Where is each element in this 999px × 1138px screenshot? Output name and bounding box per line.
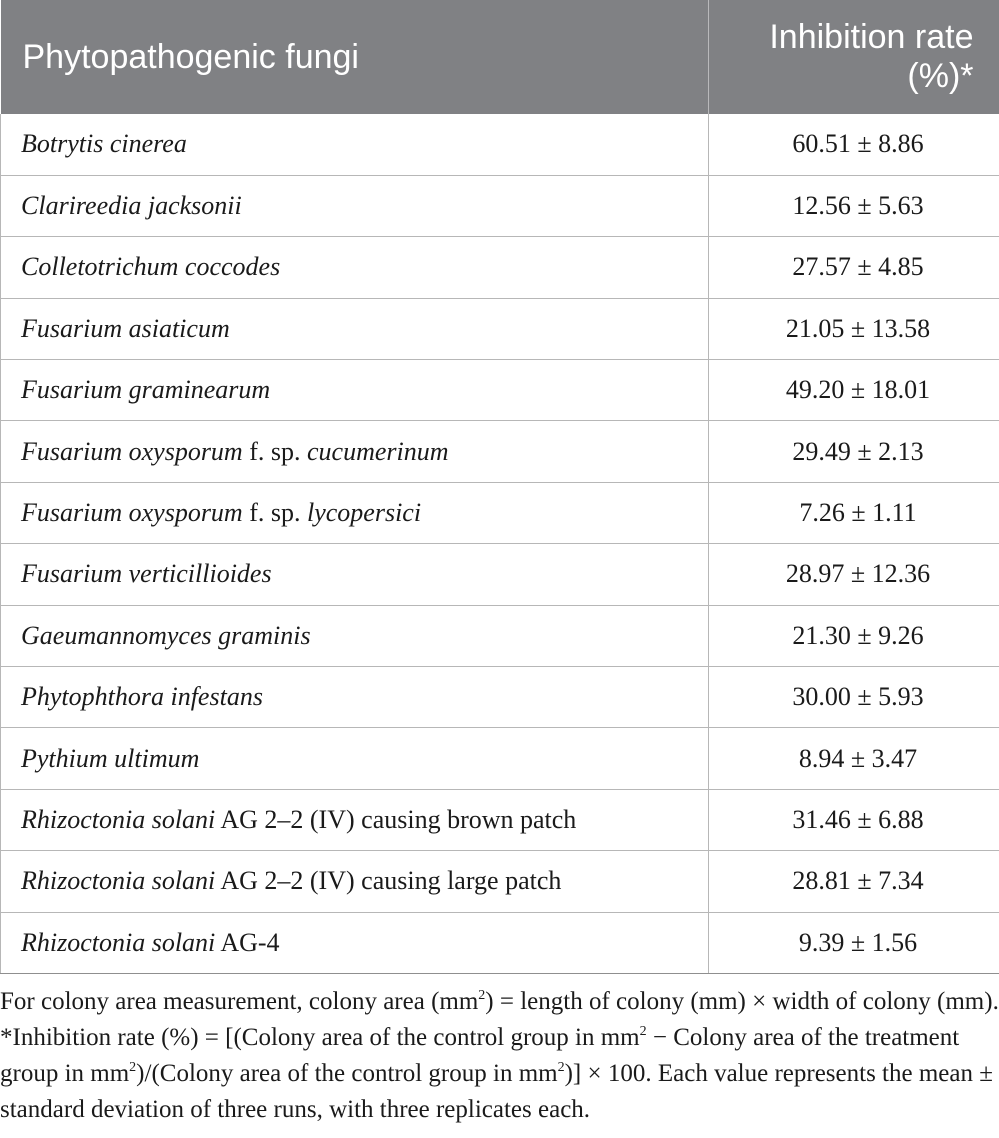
table-row <box>1 728 999 789</box>
table-row <box>1 667 999 728</box>
fungus-name-cell: Clarireedia jacksonii <box>1 175 709 236</box>
inhibition-rate-cell: 29.49 ± 2.13 <box>709 421 999 482</box>
inhibition-rate-cell: 21.05 ± 13.58 <box>709 298 999 359</box>
fungus-name-cell: Rhizoctonia solani AG-4 <box>1 912 709 973</box>
fungus-name-cell: Fusarium oxysporum f. sp. lycopersici <box>1 482 709 543</box>
table-row <box>1 912 999 973</box>
table-footnote: For colony area measurement, colony area $(mm^2)$ = length of colony (mm) × width of colony (mm). *Inhibition rate (%) = [(Colony area of the control group in $mm^2$ − Colony area of the treatment group in $mm^2)/(Colony$ area of the control group in $mm^2)] \times 100$. Each value represents the mean ± standard deviation of three runs, with three replicates each. <box>0 988 999 1123</box>
inhibition-rate-cell: 31.46 ± 6.88 <box>709 789 999 850</box>
fungus-name-cell: Rhizoctonia solani AG 2–2 (IV) causing large patch <box>1 851 709 912</box>
fungus-name-cell: Colletotrichum coccodes <box>1 237 709 298</box>
table-row <box>1 360 999 421</box>
fungus-name-cell: Fusarium oxysporum f. sp. cucumerinum <box>1 421 709 482</box>
inhibition-rate-cell: 7.26 ± 1.11 <box>709 482 999 543</box>
table-row <box>1 789 999 850</box>
table-row <box>1 605 999 666</box>
fungus-name-cell: Pythium ultimum <box>1 728 709 789</box>
table-row <box>1 482 999 543</box>
header-fungi: Phytopathogenic fungi <box>1 0 709 114</box>
table-header-row <box>1 0 999 114</box>
fungus-name-cell: Rhizoctonia solani AG 2–2 (IV) causing brown patch <box>1 789 709 850</box>
table-row <box>1 175 999 236</box>
fungus-name-cell: Fusarium asiaticum <box>1 298 709 359</box>
inhibition-rate-cell: 27.57 ± 4.85 <box>709 237 999 298</box>
table-row <box>1 298 999 359</box>
inhibition-rate-cell: 12.56 ± 5.63 <box>709 175 999 236</box>
inhibition-rate-cell: 21.30 ± 9.26 <box>709 605 999 666</box>
table-row <box>1 114 999 175</box>
header-inhibition-rate: Inhibition rate (%)* <box>709 0 999 114</box>
fungus-name-cell: Botrytis cinerea <box>1 114 709 175</box>
table-row <box>1 544 999 605</box>
table-row <box>1 851 999 912</box>
fungus-name-cell: Gaeumannomyces graminis <box>1 605 709 666</box>
table-row <box>1 421 999 482</box>
inhibition-rate-cell: 60.51 ± 8.86 <box>709 114 999 175</box>
inhibition-rate-cell: 28.81 ± 7.34 <box>709 851 999 912</box>
inhibition-rate-cell: 30.00 ± 5.93 <box>709 667 999 728</box>
fungus-name-cell: Phytophthora infestans <box>1 667 709 728</box>
inhibition-rate-cell: 9.39 ± 1.56 <box>709 912 999 973</box>
inhibition-rate-cell: 28.97 ± 12.36 <box>709 544 999 605</box>
fungus-name-cell: Fusarium graminearum <box>1 360 709 421</box>
table-row <box>1 237 999 298</box>
inhibition-rate-cell: 49.20 ± 18.01 <box>709 360 999 421</box>
fungus-name-cell: Fusarium verticillioides <box>1 544 709 605</box>
inhibition-rate-cell: 8.94 ± 3.47 <box>709 728 999 789</box>
